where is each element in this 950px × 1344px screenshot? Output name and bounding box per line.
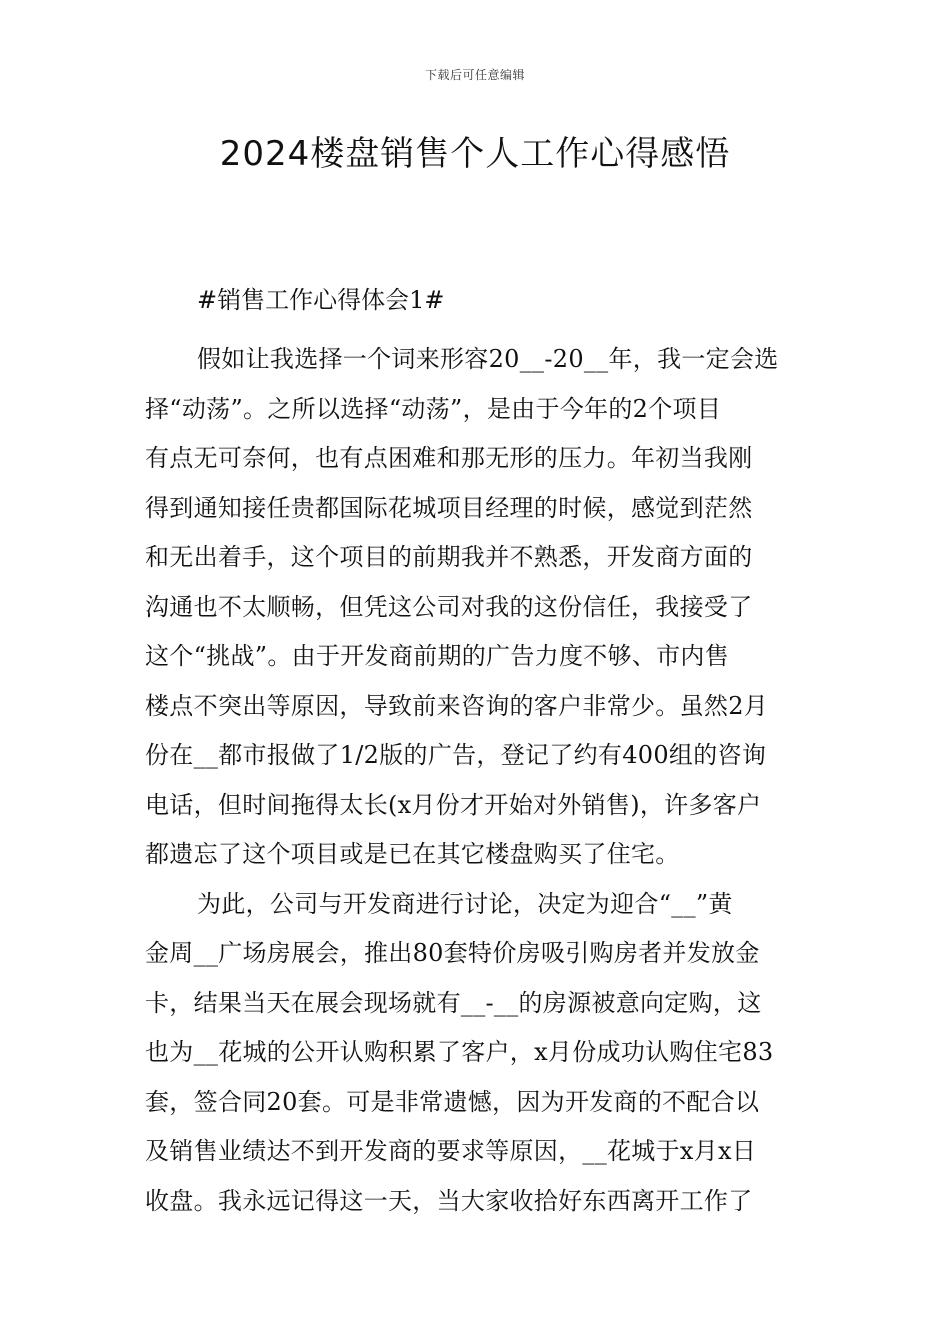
paragraph-line: 卡，结果当天在展会现场就有__-__的房源被意向定购，这 [145, 988, 762, 1017]
paragraph-line: 电话，但时间拖得太长(x月份才开始对外销售)，许多客户 [145, 790, 762, 819]
paragraph-line: 套，签合同20套。可是非常遗憾，因为开发商的不配合以 [145, 1087, 760, 1116]
paragraph-line: 也为__花城的公开认购积累了客户，x月份成功认购住宅83 [145, 1038, 774, 1066]
document-title: 2024楼盘销售个人工作心得感悟 [219, 134, 731, 174]
paragraph-2 [145, 880, 809, 1227]
paragraph-1 [145, 335, 809, 880]
header-note: 下载后可任意编辑 [424, 68, 525, 82]
paragraph-line: 金周__广场房展会，推出80套特价房吸引购房者并发放金 [145, 939, 760, 967]
paragraph-line: 及销售业绩达不到开发商的要求等原因，__花城于x月x日 [145, 1137, 757, 1165]
paragraph-line: 份在__都市报做了1/2版的广告，登记了约有400组的咨询 [145, 741, 767, 769]
paragraph-line: 收盘。我永远记得这一天，当大家收拾好东西离开工作了 [145, 1186, 753, 1215]
paragraph-line: 为此，公司与开发商进行讨论，决定为迎合“__”黄 [197, 889, 733, 918]
paragraph-line: 楼点不突出等原因，导致前来咨询的客户非常少。虽然2月 [145, 691, 769, 720]
document-body [145, 285, 809, 1226]
paragraph-line: 和无出着手，这个项目的前期我并不熟悉，开发商方面的 [145, 543, 753, 571]
paragraph-line: 择“动荡”。之所以选择“动荡”，是由于今年的2个项目 [145, 394, 722, 423]
paragraph-line: 都遗忘了这个项目或是已在其它楼盘购买了住宅。 [145, 840, 680, 868]
paragraph-line: 有点无可奈何，也有点困难和那无形的压力。年初当我刚 [145, 444, 753, 472]
paragraph-line: 得到通知接任贵都国际花城项目经理的时候，感觉到茫然 [145, 493, 753, 522]
section-heading: #销售工作心得体会1# [197, 286, 445, 314]
paragraph-line: 假如让我选择一个词来形容20__-20__年，我一定会选 [197, 345, 779, 373]
paragraph-line: 这个“挑战”。由于开发商前期的广告力度不够、市内售 [145, 642, 730, 670]
paragraph-line: 沟通也不太顺畅，但凭这公司对我的这份信任，我接受了 [145, 592, 753, 621]
